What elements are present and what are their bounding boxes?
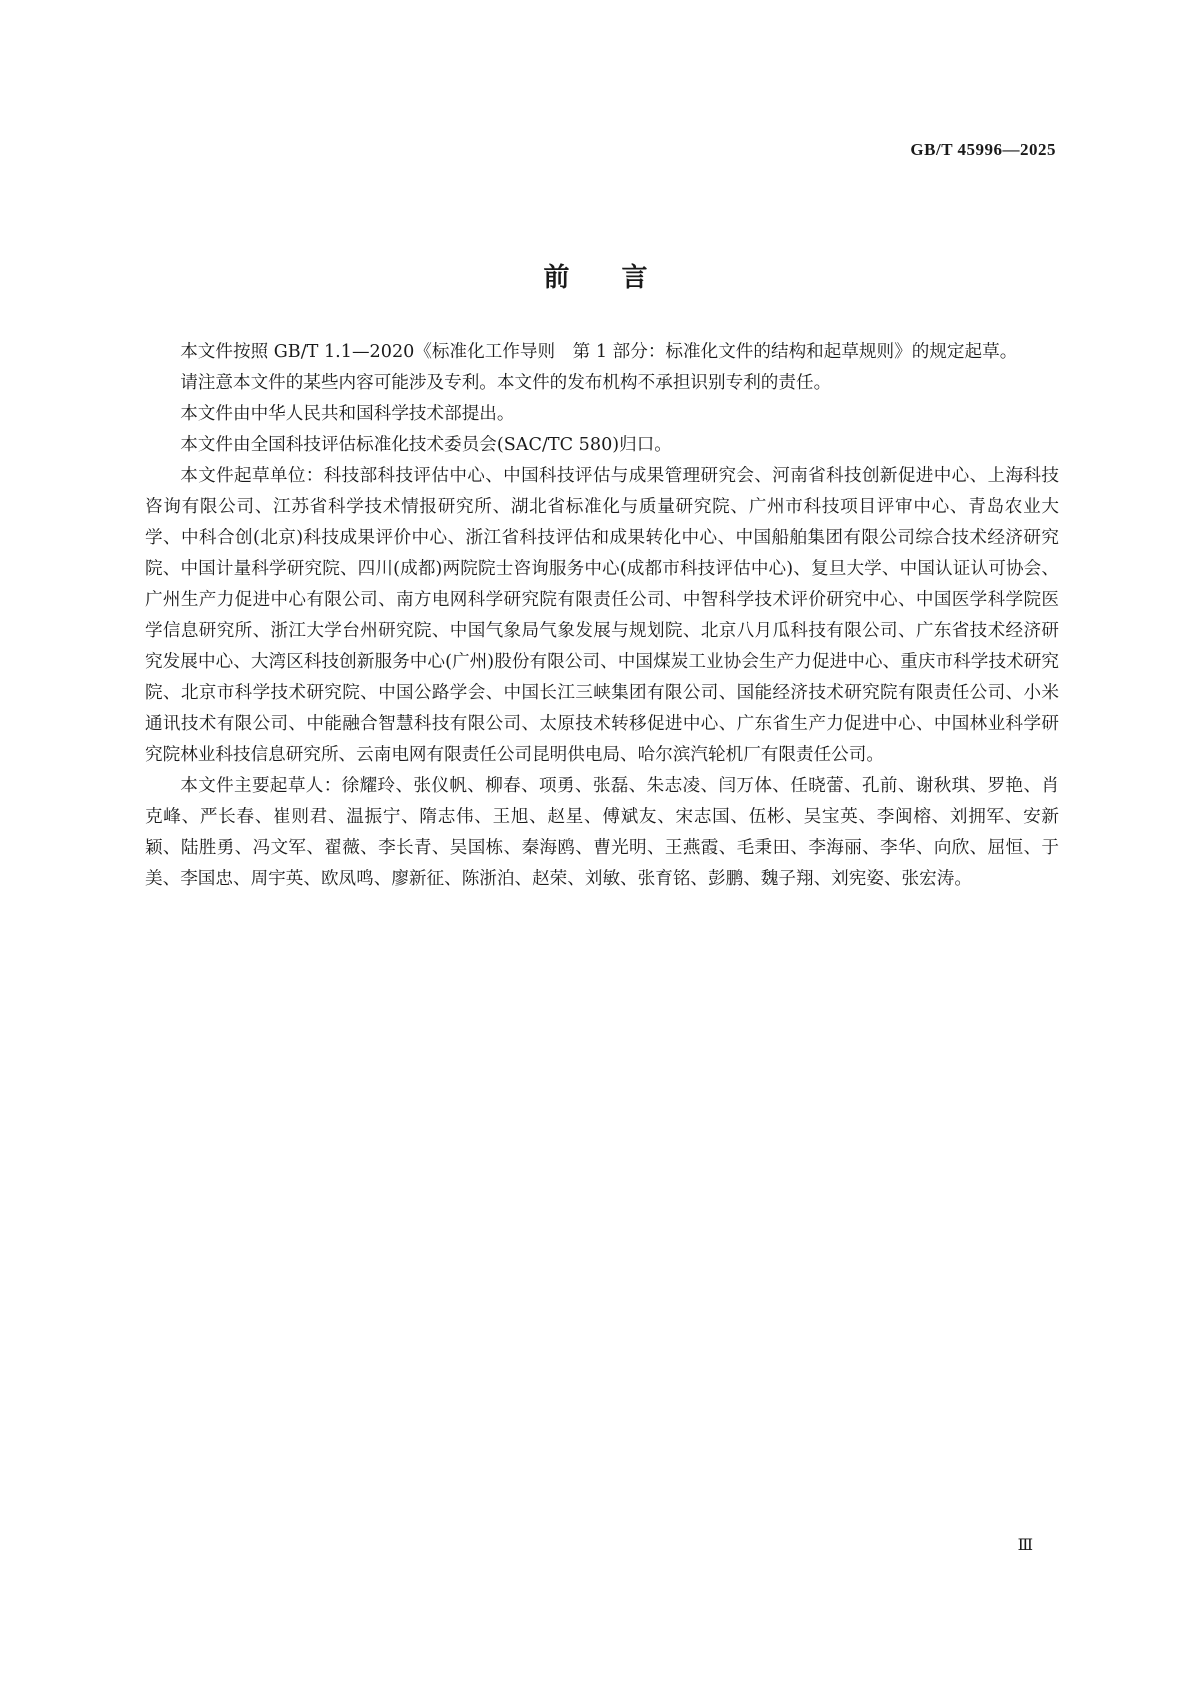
page-number: Ⅲ xyxy=(1017,1537,1033,1554)
page-title: 前言 xyxy=(543,263,700,294)
paragraph-patent-notice: 请注意本文件的某些内容可能涉及专利。本文件的发布机构不承担识别专利的责任。 xyxy=(180,373,832,393)
standard-code: GB/T 45996—2025 xyxy=(910,140,1056,159)
document-body xyxy=(145,337,1059,895)
paragraph-proposer: 本文件由中华人民共和国科学技术部提出。 xyxy=(180,404,515,424)
paragraph-responsible-committee: 本文件由全国科技评估标准化技术委员会(SAC/TC 580)归口。 xyxy=(180,435,672,455)
paragraph-drafting-rules: 本文件按照 GB/T 1.1—2020《标准化工作导则 第 1 部分：标准化文件的结构和起草规则》的规定起草。 xyxy=(180,342,1018,362)
paragraph-main-drafters: 本文件主要起草人：徐耀玲、张仪帆、柳春、项勇、张磊、朱志凌、闫万体、任晓蕾、孔前、谢秋琪、罗艳、肖克峰、严长春、崔则君、温振宁、隋志伟、王旭、赵星、傅斌友、宋志国、伍彬、吴宝英、李闽榕、刘拥军、安新颖、陆胜勇、冯文军、翟薇、李长青、吴国栋、秦海鸥、曹光明、王燕霞、毛秉田、李海丽、李华、向欣、屈恒、于美、李国忠、周宇英、欧凤鸣、廖新征、陈浙泊、赵荣、刘敏、张育铭、彭鹏、魏子翔、刘宪姿、张宏涛。 xyxy=(145,776,1059,889)
paragraph-drafting-organizations: 本文件起草单位：科技部科技评估中心、中国科技评估与成果管理研究会、河南省科技创新促进中心、上海科技咨询有限公司、江苏省科学技术情报研究所、湖北省标准化与质量研究院、广州市科技项目评审中心、青岛农业大学、中科合创(北京)科技成果评价中心、浙江省科技评估和成果转化中心、中国船舶集团有限公司综合技术经济研究院、中国计量科学研究院、四川(成都)两院院士咨询服务中心(成都市科技评估中心)、复旦大学、中国认证认可协会、广州生产力促进中心有限公司、南方电网科学研究院有限责任公司、中智科学技术评价研究中心、中国医学科学院医学信息研究所、浙江大学台州研究院、中国气象局气象发展与规划院、北京八月瓜科技有限公司、广东省技术经济研究发展中心、大湾区科技创新服务中心(广州)股份有限公司、中国煤炭工业协会生产力促进中心、重庆市科学技术研究院、北京市科学技术研究院、中国公路学会、中国长江三峡集团有限公司、国能经济技术研究院有限责任公司、小米通讯技术有限公司、中能融合智慧科技有限公司、太原技术转移促进中心、广东省生产力促进中心、中国林业科学研究院林业科技信息研究所、云南电网有限责任公司昆明供电局、哈尔滨汽轮机厂有限责任公司。 xyxy=(145,466,1059,765)
